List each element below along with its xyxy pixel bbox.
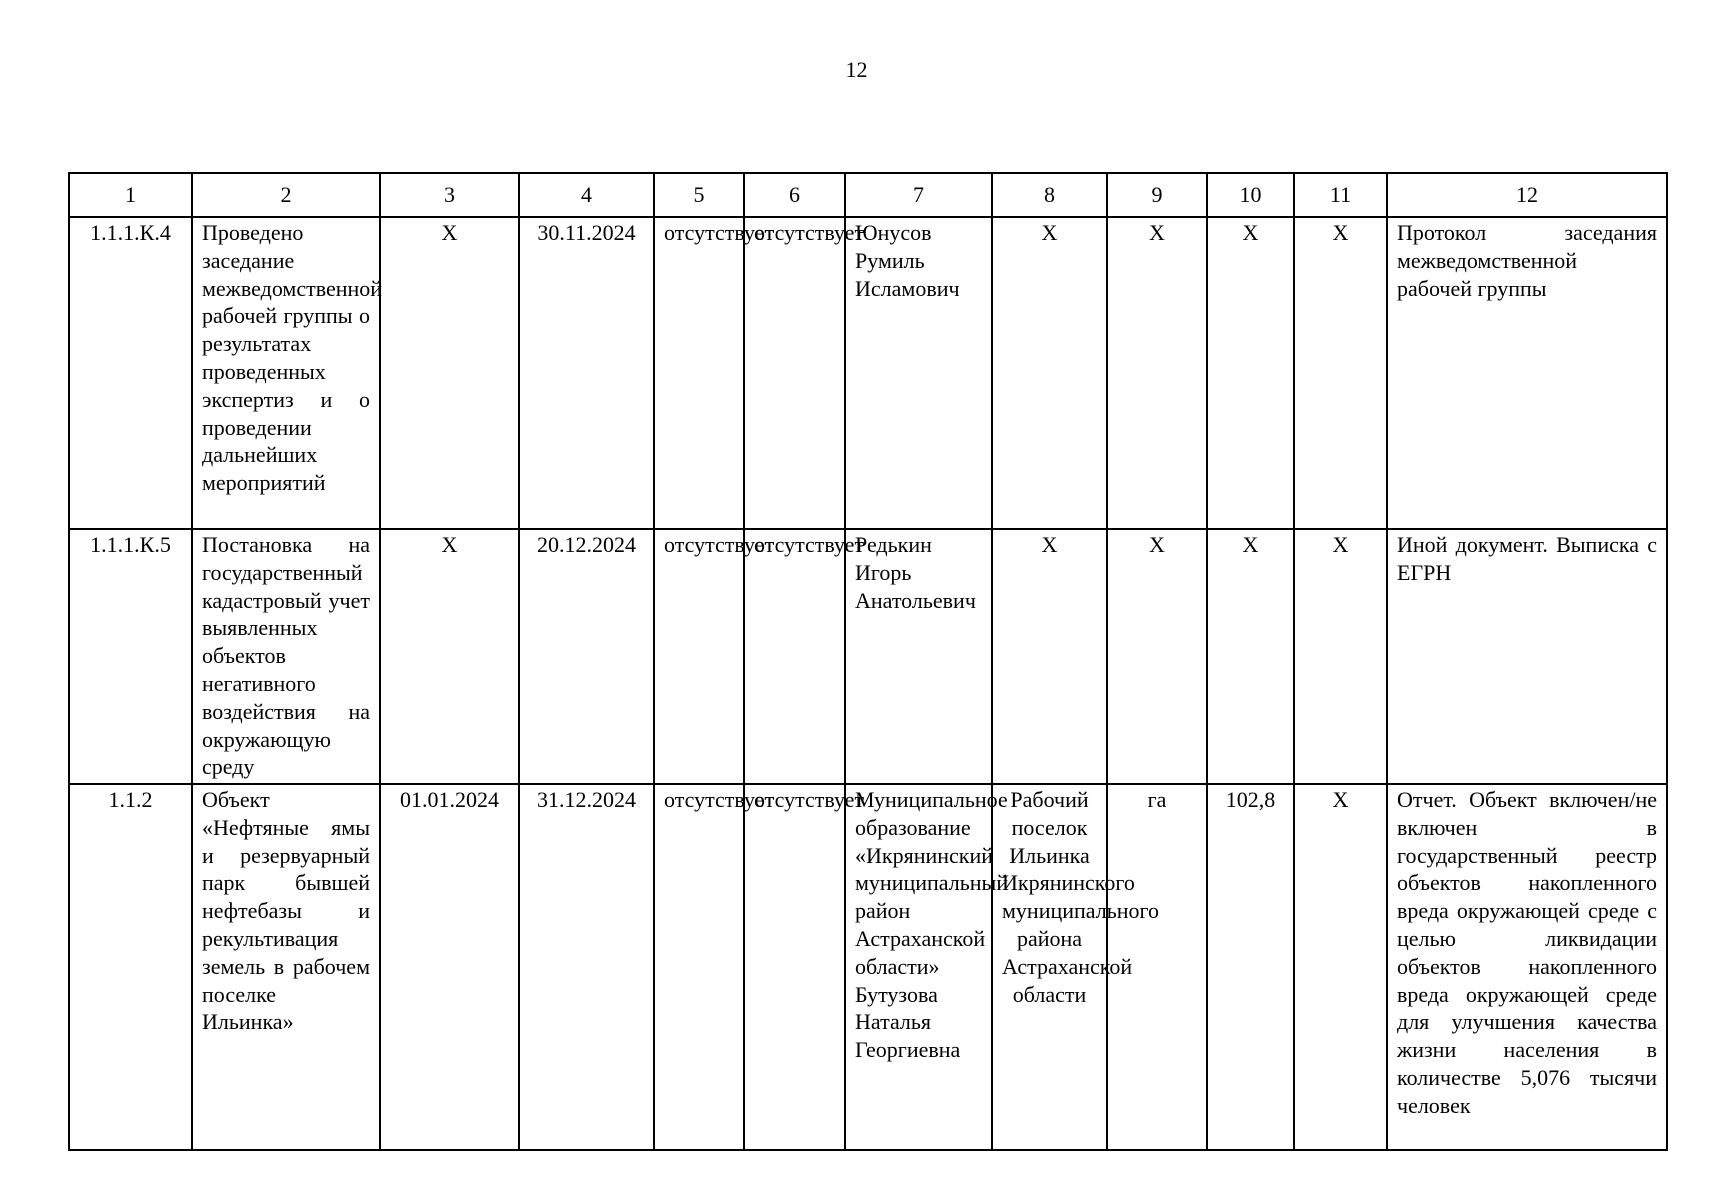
cell-col10: Х	[1207, 529, 1294, 784]
cell-col5: отсутствует	[654, 784, 744, 1150]
cell-col11: Х	[1294, 529, 1387, 784]
column-header: 5	[654, 173, 744, 217]
table-row	[69, 529, 1667, 784]
column-header: 8	[992, 173, 1107, 217]
cell-col9: га	[1107, 784, 1207, 1150]
cell-col11: Х	[1294, 784, 1387, 1150]
row-responsible: Юнусов Румиль Исламович	[845, 217, 992, 529]
column-header: 4	[519, 173, 654, 217]
row-responsible: Муниципальное образование «Икрянинский муниципальный район Астраханской области» Бутузова Наталья Георгиевна	[845, 784, 992, 1150]
cell-col5: отсутствует	[654, 217, 744, 529]
cell-col4: 20.12.2024	[519, 529, 654, 784]
cell-col3: Х	[380, 217, 519, 529]
cell-col8: Х	[992, 217, 1107, 529]
row-result: Протокол заседания межведомственной рабочей группы	[1387, 217, 1667, 529]
cell-col8: Рабочий поселок Ильинка Икрянинского муниципального района Астраханской области	[992, 784, 1107, 1150]
row-name: Объект «Нефтяные ямы и резервуарный парк бывшей нефтебазы и рекультивация земель в рабочем поселке Ильинка»	[192, 784, 380, 1150]
column-header: 6	[744, 173, 845, 217]
row-result: Отчет. Объект включен/не включен в государственный реестр объектов накопленного вреда окружающей среде с целью ликвидации объектов накопленного вреда окружающей среде для улучшения качества жизни населения в количестве 5,076 тысячи человек	[1387, 784, 1667, 1150]
cell-col9: Х	[1107, 529, 1207, 784]
cell-col6: отсутствует	[744, 529, 845, 784]
row-result: Иной документ. Выписка с ЕГРН	[1387, 529, 1667, 784]
measures-table	[68, 172, 1668, 1151]
cell-col4: 31.12.2024	[519, 784, 654, 1150]
row-code: 1.1.1.К.5	[69, 529, 192, 784]
column-header: 9	[1107, 173, 1207, 217]
table-header-row	[69, 173, 1667, 217]
cell-col11: Х	[1294, 217, 1387, 529]
column-header: 2	[192, 173, 380, 217]
cell-col6: отсутствует	[744, 217, 845, 529]
cell-col3: 01.01.2024	[380, 784, 519, 1150]
cell-col5: отсутствует	[654, 529, 744, 784]
cell-col8: Х	[992, 529, 1107, 784]
row-name: Проведено заседание межведомственной рабочей группы о результатах проведенных экспертиз и о проведении дальнейших мероприятий	[192, 217, 380, 529]
cell-col10: Х	[1207, 217, 1294, 529]
row-responsible: Редькин Игорь Анатольевич	[845, 529, 992, 784]
column-header: 7	[845, 173, 992, 217]
row-code: 1.1.2	[69, 784, 192, 1150]
row-code: 1.1.1.К.4	[69, 217, 192, 529]
column-header: 10	[1207, 173, 1294, 217]
cell-col4: 30.11.2024	[519, 217, 654, 529]
column-header: 1	[69, 173, 192, 217]
page-number: 12	[845, 57, 868, 82]
column-header: 12	[1387, 173, 1667, 217]
cell-col10: 102,8	[1207, 784, 1294, 1150]
cell-col6: отсутствует	[744, 784, 845, 1150]
table-row	[69, 784, 1667, 1150]
table-row	[69, 217, 1667, 529]
column-header: 11	[1294, 173, 1387, 217]
column-header: 3	[380, 173, 519, 217]
cell-col9: Х	[1107, 217, 1207, 529]
row-name: Постановка на государственный кадастровый учет выявленных объектов негативного воздействия на окружающую среду	[192, 529, 380, 784]
cell-col3: Х	[380, 529, 519, 784]
